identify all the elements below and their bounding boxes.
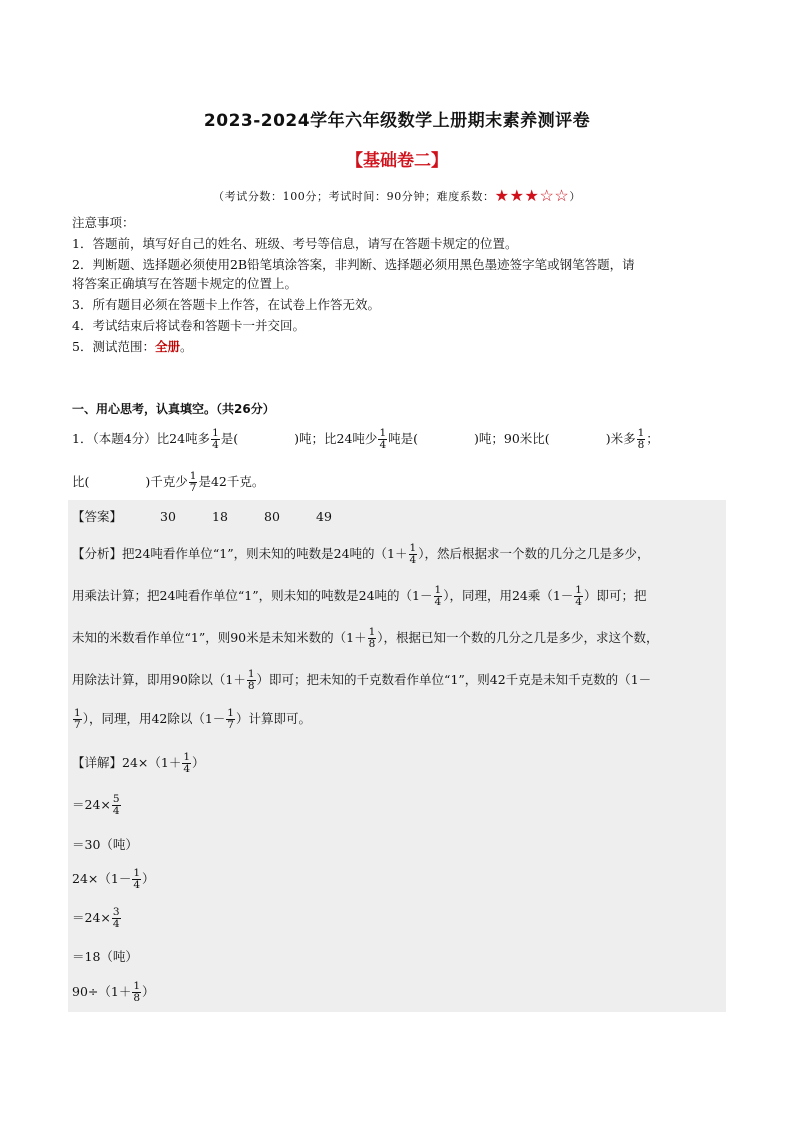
note-scope	[72, 338, 193, 356]
analysis-line	[72, 667, 651, 693]
answer-value: 30	[160, 509, 176, 524]
analysis-text: ）即可；把未知的千克数看作单位“1”，则42千克是未知千克数的（1－	[256, 672, 652, 687]
difficulty-stars	[494, 186, 570, 205]
question-1-line-1	[72, 426, 659, 452]
q1-text: 1．（本题4分）比24吨多	[72, 431, 211, 446]
answer-label: 【答案】	[72, 509, 123, 524]
exam-info-end: ）	[569, 190, 581, 203]
detail-step: ＝30（吨）	[72, 837, 138, 852]
star-empty-icon: ☆	[554, 186, 570, 205]
detail-step: ）	[192, 755, 205, 770]
note-item: 将答案正确填写在答题卡规定的位置上。	[72, 276, 298, 291]
analysis-text: 未知的米数看作单位“1”，则90米是未知米数的（1＋	[72, 630, 367, 645]
fraction-5-4: $\frac{5}{4}$	[112, 793, 120, 817]
analysis-text: ）计算即可。	[235, 711, 311, 726]
exam-info-text: （考试分数：100分；考试时间：90分钟；难度系数：	[213, 190, 495, 203]
fraction-1-4: $\frac{1}{4}$	[409, 542, 417, 566]
q1-text: )千克少	[145, 474, 188, 489]
answer-value: 49	[316, 509, 332, 524]
star-full-icon: ★	[494, 186, 510, 205]
star-empty-icon: ☆	[539, 186, 555, 205]
detail-step: 24×（1－	[72, 871, 132, 886]
fraction-1-4: $\frac{1}{4}$	[379, 427, 387, 451]
q1-text: 是42千克。	[198, 474, 265, 489]
note-item: 1．答题前，填写好自己的姓名、班级、考号等信息，请写在答题卡规定的位置。	[72, 236, 518, 251]
fraction-1-7: $\frac{1}{7}$	[227, 707, 234, 731]
exam-info	[0, 186, 794, 205]
detail-step: 90÷（1＋	[72, 984, 132, 999]
detail-line	[72, 979, 155, 1005]
analysis-text: ）即可；把	[583, 588, 647, 603]
answer-value: 80	[264, 509, 280, 524]
fraction-3-4: $\frac{3}{4}$	[112, 906, 120, 930]
notes-heading: 注意事项：	[72, 215, 135, 230]
detail-step: ＝24×	[72, 797, 111, 812]
analysis-line	[72, 625, 659, 651]
analysis-text: ），同理，用24乘（1－	[443, 588, 574, 603]
analysis-line	[72, 541, 649, 567]
q1-text: )吨；90米比(	[474, 431, 550, 446]
detail-step: ）	[142, 871, 155, 886]
star-full-icon: ★	[509, 186, 525, 205]
q1-text: )米多	[605, 431, 636, 446]
detail-line	[72, 905, 122, 931]
note-item: 4．考试结束后将试卷和答题卡一并交回。	[72, 318, 305, 333]
paper-subtitle: 【基础卷二】	[346, 151, 448, 171]
fraction-1-4: $\frac{1}{4}$	[133, 867, 141, 891]
q1-text: )吨；比24吨少	[294, 431, 378, 446]
fraction-1-7: $\frac{1}{7}$	[189, 470, 197, 494]
fraction-1-4: $\frac{1}{4}$	[434, 584, 442, 608]
scope-end: 。	[179, 339, 193, 354]
fraction-1-8: $\frac{1}{8}$	[133, 980, 141, 1004]
fraction-1-4: $\frac{1}{4}$	[212, 427, 219, 451]
answer-line	[72, 508, 368, 526]
fraction-1-4: $\frac{1}{4}$	[183, 751, 191, 775]
question-1-line-2	[72, 469, 264, 495]
analysis-line	[72, 583, 647, 609]
detail-step: ＝18（吨）	[72, 949, 138, 964]
q1-text: 是(	[220, 431, 239, 446]
detail-line	[72, 750, 205, 776]
analysis-text: ），然后根据求一个数的几分之几是多少，	[418, 546, 650, 561]
detail-line	[72, 866, 155, 892]
fraction-1-7: $\frac{1}{7}$	[74, 707, 81, 731]
detail-step: ＝24×	[72, 910, 111, 925]
analysis-text: 【分析】把24吨看作单位“1”，则未知的吨数是24吨的（1＋	[72, 546, 408, 561]
analysis-text: ），同理，用42除以（1－	[82, 711, 226, 726]
q1-text: 吨是(	[388, 431, 419, 446]
fraction-1-4: $\frac{1}{4}$	[575, 584, 582, 608]
q1-text: 比(	[72, 474, 90, 489]
analysis-text: 用乘法计算；把24吨看作单位“1”，则未知的吨数是24吨的（1－	[72, 588, 433, 603]
detail-step: 24×（1＋	[122, 755, 182, 770]
detail-label: 【详解】	[72, 755, 123, 770]
scope-value: 全册	[154, 339, 180, 354]
analysis-text: 用除法计算，即用90除以（1＋	[72, 672, 246, 687]
fraction-1-8: $\frac{1}{8}$	[368, 626, 376, 650]
detail-line	[72, 792, 122, 818]
analysis-line	[72, 706, 311, 732]
note-item: 3．所有题目必须在答题卡上作答，在试卷上作答无效。	[72, 297, 380, 312]
fraction-1-8: $\frac{1}{8}$	[247, 668, 255, 692]
fraction-1-8: $\frac{1}{8}$	[637, 427, 645, 451]
scope-label: 5．测试范围：	[72, 339, 155, 354]
answer-value: 18	[212, 509, 228, 524]
q1-text: ；	[646, 431, 659, 446]
page-title: 2023-2024学年六年级数学上册期末素养测评卷	[203, 111, 591, 131]
star-full-icon: ★	[524, 186, 540, 205]
section-heading: 一、用心思考，认真填空。（共26分）	[72, 402, 275, 416]
analysis-text: ），根据已知一个数的几分之几是多少，求这个数，	[377, 630, 659, 645]
detail-step: ）	[142, 984, 155, 999]
note-item: 2．判断题、选择题必须使用2B铅笔填涂答案，非判断、选择题必须用黑色墨迹签字笔或钢笔答题，请	[72, 257, 635, 272]
